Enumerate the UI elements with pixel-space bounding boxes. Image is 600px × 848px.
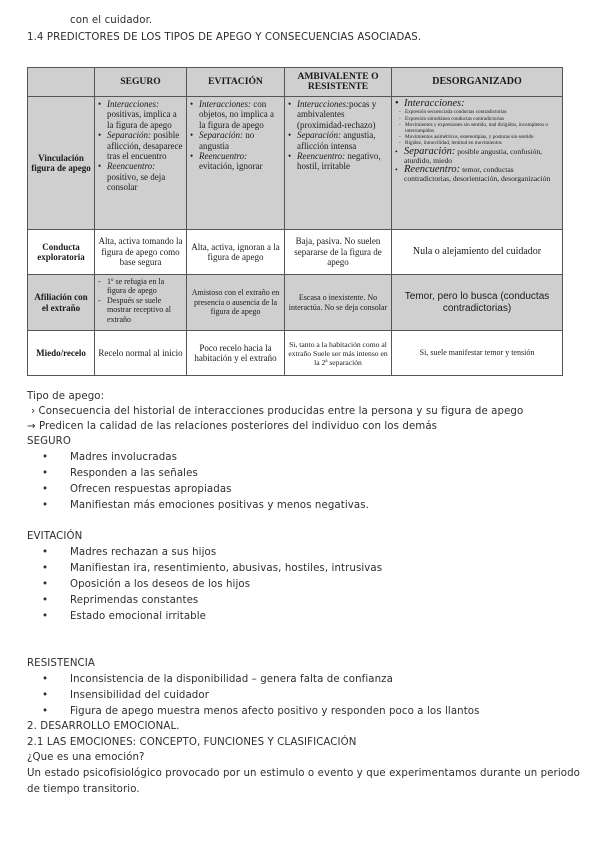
section-title: 1.4 PREDICTORES DE LOS TIPOS DE APEGO Y CONSECUENCIAS ASOCIADAS. [27, 32, 422, 43]
row-head-afiliacion: Afiliación con el extraño [28, 275, 95, 331]
table-row-vinculacion [28, 97, 563, 230]
cell-vinculacion-desorganizado: • Interacciones: - Expresión secuenciada conductas contradictorias - Expresión simultánea conductas contradictorias - Movimientos y expresiones sin sentido, mal dirigidos, incompletos o interrumpidos - Movimientos asimétricos, estereotipias, y posturas sin sentido - Rigidez, inmovilidad, lentitud en movimientos • Separación: posible angustia, confusión, aturdido, miedo • Reencuentro: temor, conductas contradictorias, desorientación, desorganización [392, 97, 563, 230]
bullet-icon: • [42, 563, 49, 574]
cell-vinculacion-seguro: • Interacciones: positivas, implica a la figura de apego • Separación: posible aflicción, desaparece tras el encuentro • Reencuentro: positivo, se deja consolar [95, 97, 187, 230]
bullet-icon: • [42, 579, 49, 590]
bullet-icon: • [42, 547, 49, 558]
table-row-conducta [28, 230, 563, 275]
cell-afiliacion-seguro: - 1º se refugia en la figura de apego - Después se suele mostrar receptivo al extraño [95, 275, 187, 331]
cell-afiliacion-evitacion: Amistoso con el extraño en presencia o ausencia de la figura de apego [187, 275, 285, 331]
evitacion-title: EVITACIÓN [27, 531, 83, 542]
bullet-icon: • [42, 500, 49, 511]
list-item: Responden a las señales [70, 468, 198, 479]
list-item: Oposición a los deseos de los hijos [70, 579, 251, 590]
cell-vinculacion-ambivalente: • Interacciones:pocas y ambivalentes (proximidad-rechazo) • Separación: angustia, aflicción intensa • Reencuentro: negativo, hostil, irritable [285, 97, 392, 230]
list-item: Estado emocional irritable [70, 611, 207, 622]
cell-afiliacion-ambivalente: Escasa o inexistente. No interactúa. No se deja consolar [285, 275, 392, 331]
table-header-evitacion: EVITACIÓN [187, 68, 285, 97]
bullet-icon: • [42, 595, 49, 606]
row-head-miedo: Miedo/recelo [28, 331, 95, 376]
bullet-icon: • [42, 611, 49, 622]
cell-conducta-desorganizado: Nula o alejamiento del cuidador [392, 230, 563, 275]
note-line-2: → Predicen la calidad de las relaciones posteriores del individuo con los demás [27, 421, 438, 432]
bullet-icon: • [42, 452, 49, 463]
list-item: Ofrecen respuestas apropiadas [70, 484, 232, 495]
list-item: Inconsistencia de la disponibilidad – genera falta de confianza [70, 674, 393, 685]
cell-miedo-seguro: Recelo normal al inicio [95, 331, 187, 376]
cell-miedo-evitacion: Poco recelo hacia la habitación y el extraño [187, 331, 285, 376]
bullet-icon: • [42, 484, 49, 495]
resistencia-title: RESISTENCIA [27, 658, 95, 669]
cell-conducta-ambivalente: Baja, pasiva. No suelen separarse de la figura de apego [285, 230, 392, 275]
bullet-icon: • [42, 468, 49, 479]
answer-line-1: Un estado psicofisiológico provocado por un estimulo o evento y que experimentamos durante un periodo [27, 768, 580, 779]
bullet-icon: • [42, 706, 49, 717]
list-item: Manifiestan ira, resentimiento, abusivas, hostiles, intrusivas [70, 563, 383, 574]
section-2-title: 2. DESARROLLO EMOCIONAL. [27, 721, 180, 732]
list-item: Insensibilidad del cuidador [70, 690, 209, 701]
section-2-1-title: 2.1 LAS EMOCIONES: CONCEPTO, FUNCIONES Y CLASIFICACIÓN [27, 737, 357, 748]
list-item: Manifiestan más emociones positivas y menos negativas. [70, 500, 369, 511]
cell-miedo-desorganizado: Si, suele manifestar temor y tensión [392, 331, 563, 376]
attachment-table [27, 67, 563, 376]
table-header-desorganizado: DESORGANIZADO [392, 68, 563, 97]
table-row-miedo [28, 331, 563, 376]
table-header-ambivalente: AMBIVALENTE O RESISTENTE [285, 68, 392, 97]
cell-miedo-ambivalente: Si, tanto a la habitación como al extraño Suele ser más intenso en la 2ª separación [285, 331, 392, 376]
tipo-apego-title: Tipo de apego: [27, 391, 105, 402]
bullet-icon: • [42, 690, 49, 701]
list-item: Reprimendas constantes [70, 595, 199, 606]
cell-afiliacion-desorganizado: Temor, pero lo busca (conductas contradictorias) [392, 275, 563, 331]
row-head-vinculacion: Vinculación figura de apego [28, 97, 95, 230]
note-line-1: › Consecuencia del historial de interacciones producidas entre la persona y su figura de apego [31, 406, 524, 417]
question-text: ¿Que es una emoción? [27, 752, 145, 763]
answer-line-2: de tiempo transitorio. [27, 784, 140, 795]
cell-vinculacion-evitacion: • Interacciones: con objetos, no implica a la figura de apego • Separación: no angustia • Reencuentro: evitación, ignorar [187, 97, 285, 230]
table-header-seguro: SEGURO [95, 68, 187, 97]
table-header-empty [28, 68, 95, 97]
list-item: Madres involucradas [70, 452, 178, 463]
row-head-conducta: Conducta exploratoria [28, 230, 95, 275]
cell-conducta-evitacion: Alta, activa, ignoran a la figura de apego [187, 230, 285, 275]
continuation-text: con el cuidador. [70, 15, 153, 26]
bullet-icon: • [42, 674, 49, 685]
list-item: Figura de apego muestra menos afecto positivo y responden poco a los llantos [70, 706, 480, 717]
list-item: Madres rechazan a sus hijos [70, 547, 217, 558]
cell-conducta-seguro: Alta, activa tomando la figura de apego como base segura [95, 230, 187, 275]
table-row-afiliacion [28, 275, 563, 331]
seguro-title: SEGURO [27, 436, 71, 447]
